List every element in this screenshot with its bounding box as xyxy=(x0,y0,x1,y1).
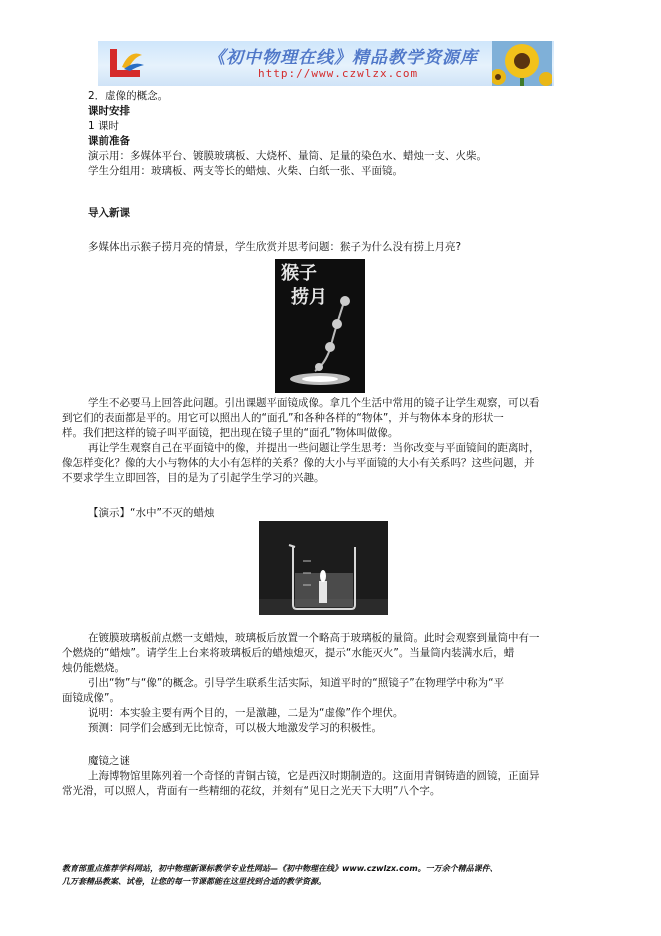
monkey-moon-image xyxy=(275,259,365,393)
footer-line: 几万套精品教案、试卷，让您的每一节课都能在这里找到合适的教学资源。 xyxy=(62,877,326,886)
paragraph-observation xyxy=(62,441,540,486)
paragraph-line: 烛仍能燃烧。 xyxy=(62,662,125,674)
section-heading-schedule: 课时安排 xyxy=(88,105,130,117)
paragraph-line: 样。我们把这样的镜子叫平面镜，把出现在镜子里的“面孔”物体叫做像。 xyxy=(62,427,399,439)
beaker-candle-illustration xyxy=(259,521,388,615)
mirror-heading: 魔镜之谜 xyxy=(88,755,130,767)
header-banner xyxy=(98,41,554,86)
note-explanation: 说明：本实验主要有两个目的，一是激趣，二是为“虚像”作个埋伏。 xyxy=(88,707,404,719)
footer-line: 教育部重点推荐学科网站，初中物理新课标教学专业性网站—《初中物理在线》www.czwlzx.com。一万余个精品课件、 xyxy=(62,864,498,873)
sunflower-icon xyxy=(492,41,552,86)
paragraph-line: 常光滑，可以照人，背面有一些精细的花纹，并刻有“见日之光天下大明”八个字。 xyxy=(62,785,441,797)
paragraph-demo-description xyxy=(62,631,540,676)
paragraph-line: 引出“物”与“像”的概念。引导学生联系生活实际，知道平时的“照镜子”在物理学中称为“平 xyxy=(88,677,505,689)
paragraph-mirror-intro xyxy=(62,396,540,441)
student-materials: 学生分组用：玻璃板、两支等长的蜡烛、火柴、白纸一张、平面镜。 xyxy=(88,165,403,177)
paragraph-line: 学生不必要马上回答此问题。引出课题平面镜成像。拿几个生活中常用的镜子让学生观察，可以看 xyxy=(88,397,540,409)
demo-heading: 【演示】“水中”不灭的蜡烛 xyxy=(88,507,215,519)
demo-materials: 演示用：多媒体平台、镀膜玻璃板、大烧杯、量筒、足量的染色水、蜡烛一支、火柴。 xyxy=(88,150,487,162)
beaker-candle-image xyxy=(259,521,388,615)
note-prediction: 预测：同学们会感到无比惊奇，可以极大地激发学习的积极性。 xyxy=(88,722,382,734)
paragraph-line: 像怎样变化？像的大小与物体的大小有怎样的关系？像的大小与平面镜的大小有关系吗？这些问题，并 xyxy=(62,457,535,469)
banner-url[interactable]: http://www.czwlzx.com xyxy=(258,67,419,80)
paragraph-line: 上海博物馆里陈列着一个奇怪的青铜古镜，它是西汉时期制造的。这面用青铜铸造的圆镜，正面异 xyxy=(88,770,540,782)
concept-item: 2．虚像的概念。 xyxy=(88,90,169,102)
section-heading-preparation: 课前准备 xyxy=(88,135,130,147)
paragraph-line: 到它们的表面都是平的。用它可以照出人的“面孔”和各种各样的“物体”，并与物体本身的形状一 xyxy=(62,412,504,424)
section-heading-intro: 导入新课 xyxy=(88,207,130,219)
banner-title: 《初中物理在线》精品教学资源库 xyxy=(208,48,478,68)
paragraph-line: 个燃烧的“蜡烛”。请学生上台来将玻璃板后的蜡烛熄灭，提示“水能灭火”。当量筒内装满水后，蜡 xyxy=(62,647,515,659)
image-caption-line2: 捞月 xyxy=(291,287,327,308)
page-footer xyxy=(62,862,498,888)
image-caption-line1: 猴子 xyxy=(281,263,317,284)
site-logo-icon xyxy=(108,45,146,81)
paragraph-line: 再让学生观察自己在平面镜中的像，并提出一些问题让学生思考：当你改变与平面镜间的距离时， xyxy=(88,442,540,454)
intro-question: 多媒体出示猴子捞月亮的情景，学生欣赏并思考问题：猴子为什么没有捞上月亮? xyxy=(88,241,462,253)
paragraph-line: 不要求学生立即回答，目的是为了引起学生学习的兴趣。 xyxy=(62,472,325,484)
paragraph-bronze-mirror xyxy=(62,769,540,799)
schedule-text: 1 课时 xyxy=(88,120,120,132)
paragraph-line: 面镜成像”。 xyxy=(62,692,120,704)
paragraph-line: 在镀膜玻璃板前点燃一支蜡烛，玻璃板后放置一个略高于玻璃板的量筒。此时会观察到量筒中有一 xyxy=(88,632,540,644)
paragraph-object-image xyxy=(62,676,504,706)
